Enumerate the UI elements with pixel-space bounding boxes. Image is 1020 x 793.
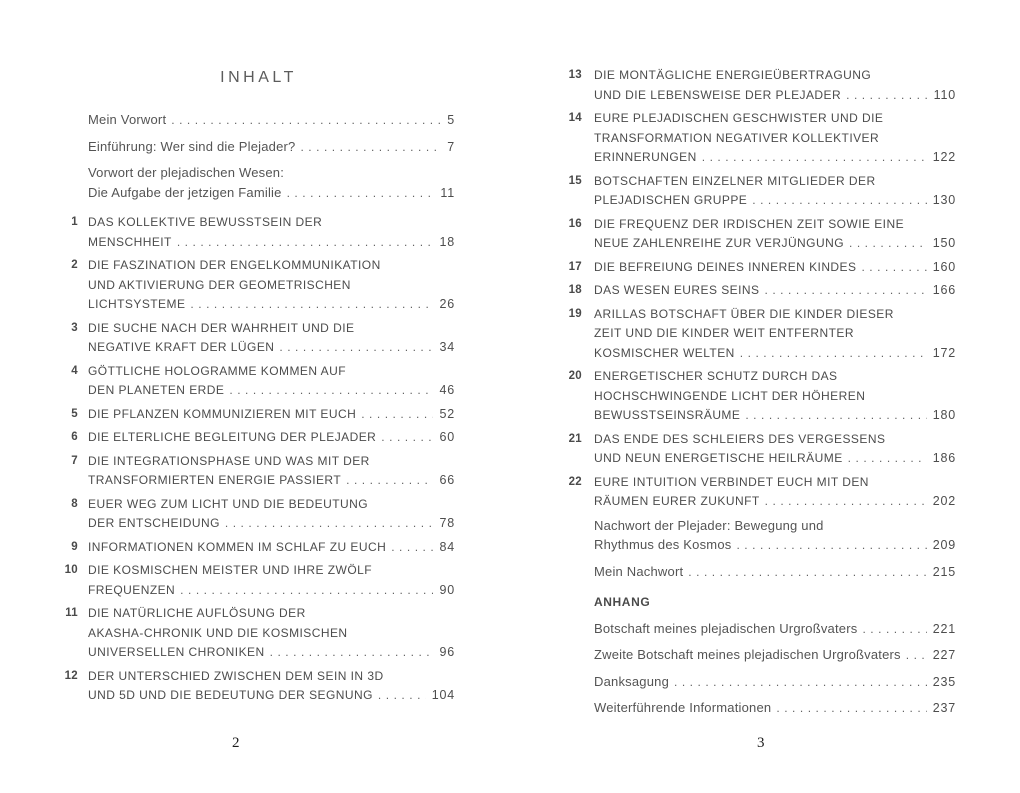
entry-text: DIE FREQUENZ DER IRDISCHEN ZEIT SOWIE EINE [594, 216, 905, 231]
entry-text: DIE PFLANZEN KOMMUNIZIEREN MIT EUCH [88, 406, 357, 421]
dot-leader [702, 148, 927, 168]
entry-page-ref: 221 [932, 621, 956, 636]
entry-body [594, 619, 956, 640]
chapter-number: 21 [568, 432, 582, 445]
entry-page-ref: 186 [932, 451, 956, 465]
entry-page-ref: 52 [439, 406, 455, 421]
entry-line [88, 514, 455, 534]
chapter-number: 5 [71, 407, 78, 420]
dot-leader [849, 234, 927, 254]
entry-page-ref: 7 [447, 139, 455, 154]
entry-page-ref: 215 [932, 564, 956, 579]
dot-leader [765, 492, 927, 512]
toc-entry [565, 430, 956, 469]
entry-line [594, 234, 956, 254]
entry-page-ref: 66 [439, 473, 455, 487]
entry-text: DEN PLANETEN ERDE [88, 383, 225, 397]
entry-text: DER ENTSCHEIDUNG [88, 516, 220, 530]
toc-entry [565, 258, 956, 278]
entry-text: NEGATIVE KRAFT DER LÜGEN [88, 340, 275, 354]
chapter-number: 10 [64, 564, 78, 576]
entry-line [88, 405, 455, 425]
entry-line [594, 109, 956, 129]
dot-leader [752, 191, 926, 211]
dot-leader [688, 563, 926, 583]
entry-text: LICHTSYSTEME [88, 297, 186, 311]
entry-text: TRANSFORMATION NEGATIVER KOLLEKTIVER [594, 130, 880, 145]
entry-text: Zweite Botschaft meines plejadischen Urgroßvaters [594, 647, 901, 662]
chapter-number [62, 137, 78, 158]
dot-leader [765, 281, 927, 301]
entry-body [88, 256, 455, 315]
entry-text: Danksagung [594, 673, 669, 689]
entry-line [88, 276, 455, 296]
entry-line [594, 129, 956, 149]
entry-page-ref: 18 [439, 234, 455, 249]
entry-line [594, 191, 956, 211]
entry-text: DIE NATÜRLICHE AUFLÖSUNG DER [88, 606, 306, 620]
chapter-number [565, 562, 582, 583]
chapter-number: 19 [568, 307, 582, 320]
chapter-number [565, 516, 582, 556]
chapter-number [62, 110, 78, 131]
entry-text: HOCHSCHWINGENDE LICHT DER HÖHEREN [594, 388, 866, 403]
entry-line [88, 381, 455, 401]
toc-entry [565, 698, 956, 719]
chapter-number: 6 [71, 431, 78, 443]
entry-line [594, 172, 956, 192]
chapter-number: 7 [71, 454, 78, 467]
toc-entry [565, 645, 956, 666]
entry-text: ERINNERUNGEN [594, 150, 697, 164]
chapter-number: 17 [568, 260, 582, 273]
toc-entry [62, 110, 455, 131]
entry-line [594, 430, 956, 450]
entry-page-ref: 150 [932, 236, 956, 250]
entry-line [594, 367, 956, 387]
entry-text: INFORMATIONEN KOMMEN IM SCHLAF ZU EUCH [88, 539, 387, 554]
entry-text: Weiterführende Informationen [594, 700, 772, 715]
entry-line [88, 561, 455, 581]
entry-text: Nachwort der Plejader: Bewegung und [594, 517, 824, 533]
entry-body [88, 213, 455, 252]
chapter-number: 11 [65, 607, 78, 619]
entry-body [88, 495, 455, 534]
entry-text: EURE INTUITION VERBINDET EUCH MIT DEN [594, 474, 869, 489]
entry-body [88, 362, 455, 401]
entry-page-ref: 130 [932, 193, 956, 207]
entry-body [88, 452, 455, 491]
toc-entry-list-right [565, 66, 956, 719]
entry-page-ref: 96 [439, 645, 455, 659]
entry-body [88, 405, 455, 425]
entry-line [594, 645, 956, 666]
entry-line [88, 428, 455, 448]
entry-text: DIE SUCHE NACH DER WAHRHEIT UND DIE [88, 320, 355, 335]
entry-line [88, 624, 455, 644]
chapter-number: 22 [568, 475, 582, 488]
dot-leader [391, 538, 433, 558]
toc-entry [62, 667, 455, 706]
entry-line [594, 344, 956, 364]
dot-leader [300, 138, 441, 158]
toc-entry [565, 66, 956, 105]
dot-leader [848, 449, 927, 469]
entry-page-ref: 90 [439, 582, 455, 597]
entry-page-ref: 122 [932, 150, 956, 164]
toc-entry [565, 215, 956, 254]
entry-body [594, 281, 956, 301]
entry-text: DIE KOSMISCHEN MEISTER UND IHRE ZWÖLF [88, 563, 373, 577]
toc-entry [62, 604, 455, 663]
entry-text: EURE PLEJADISCHEN GESCHWISTER UND DIE [594, 111, 884, 125]
entry-body [88, 561, 455, 600]
dot-leader [279, 338, 433, 358]
entry-body [594, 516, 956, 556]
entry-line [594, 562, 956, 583]
entry-body [594, 66, 956, 105]
entry-page-ref: 166 [932, 283, 956, 297]
dot-leader [229, 381, 433, 401]
entry-body [594, 258, 956, 278]
entry-page-ref: 60 [439, 430, 455, 444]
dot-leader [270, 643, 434, 663]
entry-line [88, 338, 455, 358]
toc-entry [62, 405, 455, 425]
entry-line [88, 452, 455, 472]
entry-line [88, 643, 455, 663]
entry-line [594, 516, 956, 536]
entry-text: MENSCHHEIT [88, 234, 172, 249]
toc-entry [62, 163, 455, 203]
chapter-number: 16 [568, 217, 582, 230]
entry-line [88, 686, 455, 706]
entry-text: DIE FASZINATION DER ENGELKOMMUNIKATION [88, 258, 381, 272]
entry-body [594, 473, 956, 512]
page-number-right: 3 [757, 735, 765, 751]
entry-line [594, 148, 956, 168]
toc-entry [565, 367, 956, 426]
entry-page-ref: 172 [932, 345, 956, 360]
entry-line [88, 538, 455, 558]
entry-body [594, 645, 956, 666]
toc-entry [62, 137, 455, 158]
chapter-number [565, 698, 582, 719]
toc-page-right [510, 0, 1020, 793]
toc-entry [565, 109, 956, 168]
toc-entry [62, 362, 455, 401]
entry-line [594, 473, 956, 493]
entry-line [594, 281, 956, 301]
entry-text: Mein Vorwort [88, 112, 167, 127]
entry-page-ref: 11 [440, 185, 455, 200]
toc-entry [62, 452, 455, 491]
entry-line [594, 492, 956, 512]
chapter-number: 14 [568, 112, 582, 124]
entry-body [88, 667, 455, 706]
entry-page-ref: 160 [932, 259, 956, 274]
entry-text: UND DIE LEBENSWEISE DER PLEJADER [594, 87, 842, 102]
dot-leader [740, 344, 927, 364]
entry-text: DIE ELTERLICHE BEGLEITUNG DER PLEJADER [88, 430, 377, 444]
entry-text: NEUE ZAHLENREIHE ZUR VERJÜNGUNG [594, 236, 844, 250]
entry-page-ref: 180 [932, 408, 956, 422]
chapter-number: 12 [64, 669, 78, 682]
dot-leader [846, 86, 928, 106]
entry-text: ENERGETISCHER SCHUTZ DURCH DAS [594, 369, 838, 383]
entry-line [594, 449, 956, 469]
chapter-number [565, 672, 582, 693]
toc-entry [565, 562, 956, 583]
entry-text: GÖTTLICHE HOLOGRAMME KOMMEN AUF [88, 363, 346, 378]
entry-line [88, 183, 455, 204]
entry-page-ref: 227 [932, 648, 956, 662]
entry-body [88, 538, 455, 558]
toc-section-heading [565, 593, 956, 613]
toc-right-content [565, 66, 956, 725]
dot-leader [346, 471, 433, 491]
entry-text: ANHANG [594, 595, 651, 609]
entry-text: KOSMISCHER WELTEN [594, 345, 735, 360]
entry-text: DER UNTERSCHIED ZWISCHEN DEM SEIN IN 3D [88, 668, 384, 683]
entry-text: RÄUMEN EURER ZUKUNFT [594, 494, 760, 508]
dot-leader [287, 184, 435, 204]
entry-text: DAS KOLLEKTIVE BEWUSSTSEIN DER [88, 215, 323, 229]
entry-line [594, 305, 956, 325]
entry-text: DAS WESEN EURES SEINS [594, 283, 760, 297]
entry-line [88, 213, 455, 233]
chapter-number [565, 619, 582, 640]
chapter-number: 1 [71, 216, 78, 228]
entry-text: FREQUENZEN [88, 582, 176, 597]
chapter-number: 18 [568, 284, 582, 296]
toc-entry [565, 473, 956, 512]
entry-body [594, 172, 956, 211]
entry-line [594, 619, 956, 640]
page-number-left: 2 [232, 735, 240, 751]
chapter-number: 3 [71, 321, 78, 334]
entry-text: UND AKTIVIERUNG DER GEOMETRISCHEN [88, 277, 351, 292]
entry-text: Einführung: Wer sind die Plejader? [88, 138, 296, 154]
entry-text: UND 5D UND DIE BEDEUTUNG DER SEGNUNG [88, 688, 373, 702]
entry-line [88, 256, 455, 276]
dot-leader [180, 581, 433, 601]
entry-body [594, 562, 956, 583]
entry-line [88, 604, 455, 624]
chapter-number [62, 163, 78, 203]
toc-entry [62, 561, 455, 600]
entry-page-ref: 5 [447, 113, 455, 127]
entry-text: Die Aufgabe der jetzigen Familie [88, 184, 282, 200]
entry-body [594, 215, 956, 254]
entry-line [594, 672, 956, 693]
entry-line [88, 233, 455, 253]
toc-entry [565, 619, 956, 640]
entry-body [594, 305, 956, 364]
entry-text: AKASHA-CHRONIK UND DIE KOSMISCHEN [88, 625, 348, 640]
entry-page-ref: 209 [932, 538, 956, 552]
entry-line [88, 667, 455, 687]
entry-line [594, 258, 956, 278]
entry-line [88, 110, 455, 131]
entry-page-ref: 202 [932, 494, 956, 508]
toc-entry [62, 495, 455, 534]
chapter-number: 4 [71, 364, 78, 377]
toc-entry [62, 538, 455, 558]
entry-text: DIE MONTÄGLICHE ENERGIEÜBERTRAGUNG [594, 68, 872, 82]
chapter-number: 13 [568, 69, 582, 81]
toc-entry [565, 305, 956, 364]
entry-line [594, 66, 956, 86]
entry-line [594, 387, 956, 407]
dot-leader [745, 406, 926, 426]
dot-leader [177, 233, 434, 253]
entry-body [594, 367, 956, 426]
entry-line [594, 86, 956, 106]
entry-line [594, 215, 956, 235]
entry-text: Botschaft meines plejadischen Urgroßvaters [594, 620, 858, 636]
toc-entry [565, 281, 956, 301]
entry-body [594, 698, 956, 719]
entry-page-ref: 78 [439, 516, 455, 530]
entry-text: PLEJADISCHEN GRUPPE [594, 193, 748, 207]
entry-line [88, 295, 455, 315]
entry-line [594, 593, 956, 613]
toc-entry-list-left [62, 110, 455, 706]
toc-entry [62, 213, 455, 252]
toc-entry [62, 319, 455, 358]
entry-page-ref: 26 [439, 297, 455, 311]
entry-body [594, 109, 956, 168]
chapter-number: 2 [71, 259, 78, 271]
toc-entry [565, 172, 956, 211]
entry-body [88, 110, 455, 131]
entry-line [594, 535, 956, 556]
entry-body [88, 163, 455, 203]
toc-entry [62, 256, 455, 315]
entry-line [88, 471, 455, 491]
chapter-number: 15 [568, 174, 582, 187]
toc-left-content [62, 68, 455, 710]
dot-leader [381, 428, 433, 448]
toc-entry [62, 428, 455, 448]
entry-line [88, 362, 455, 382]
dot-leader [190, 295, 433, 315]
entry-body [594, 672, 956, 693]
entry-line [88, 137, 455, 158]
entry-line [594, 698, 956, 719]
dot-leader [862, 620, 926, 640]
dot-leader [378, 686, 426, 706]
entry-text: DIE BEFREIUNG DEINES INNEREN KINDES [594, 259, 857, 274]
dot-leader [736, 536, 926, 556]
chapter-number [565, 645, 582, 666]
dot-leader [225, 514, 434, 534]
entry-text: BEWUSSTSEINSRÄUME [594, 408, 741, 422]
entry-text: Vorwort der plejadischen Wesen: [88, 165, 285, 180]
entry-text: TRANSFORMIERTEN ENERGIE PASSIERT [88, 473, 342, 487]
entry-body [88, 428, 455, 448]
entry-text: EUER WEG ZUM LICHT UND DIE BEDEUTUNG [88, 496, 368, 511]
entry-line [594, 324, 956, 344]
dot-leader [171, 111, 441, 131]
entry-line [88, 319, 455, 339]
entry-text: UND NEUN ENERGETISCHE HEILRÄUME [594, 451, 843, 465]
chapter-number [565, 593, 582, 613]
dot-leader [361, 405, 433, 425]
entry-line [88, 581, 455, 601]
entry-page-ref: 84 [439, 539, 455, 554]
entry-text: ZEIT UND DIE KINDER WEIT ENTFERNTER [594, 326, 854, 340]
entry-text: Mein Nachwort [594, 563, 684, 579]
entry-line [594, 406, 956, 426]
toc-entry [565, 516, 956, 556]
chapter-number: 8 [71, 497, 78, 510]
entry-text: ARILLAS BOTSCHAFT ÜBER DIE KINDER DIESER [594, 306, 894, 321]
entry-text: DIE INTEGRATIONSPHASE UND WAS MIT DER [88, 453, 370, 468]
entry-page-ref: 110 [933, 87, 956, 102]
dot-leader [674, 673, 927, 693]
entry-body [594, 430, 956, 469]
entry-text: Rhythmus des Kosmos [594, 537, 732, 552]
entry-body [88, 319, 455, 358]
entry-page-ref: 34 [439, 340, 455, 354]
entry-page-ref: 235 [932, 674, 956, 689]
entry-text: DAS ENDE DES SCHLEIERS DES VERGESSENS [594, 431, 886, 446]
entry-page-ref: 104 [431, 688, 455, 702]
toc-title: INHALT [220, 69, 297, 86]
dot-leader [776, 699, 926, 719]
entry-text: UNIVERSELLEN CHRONIKEN [88, 645, 265, 659]
dot-leader [861, 258, 926, 278]
entry-line [88, 495, 455, 515]
chapter-number: 9 [71, 540, 78, 553]
entry-body [594, 593, 956, 613]
chapter-number: 20 [568, 370, 582, 382]
entry-page-ref: 46 [439, 383, 455, 397]
entry-page-ref: 237 [932, 701, 956, 715]
toc-entry [565, 672, 956, 693]
entry-body [88, 604, 455, 663]
entry-text: BOTSCHAFTEN EINZELNER MITGLIEDER DER [594, 173, 876, 188]
dot-leader [906, 646, 927, 666]
entry-body [88, 137, 455, 158]
entry-line [88, 163, 455, 183]
